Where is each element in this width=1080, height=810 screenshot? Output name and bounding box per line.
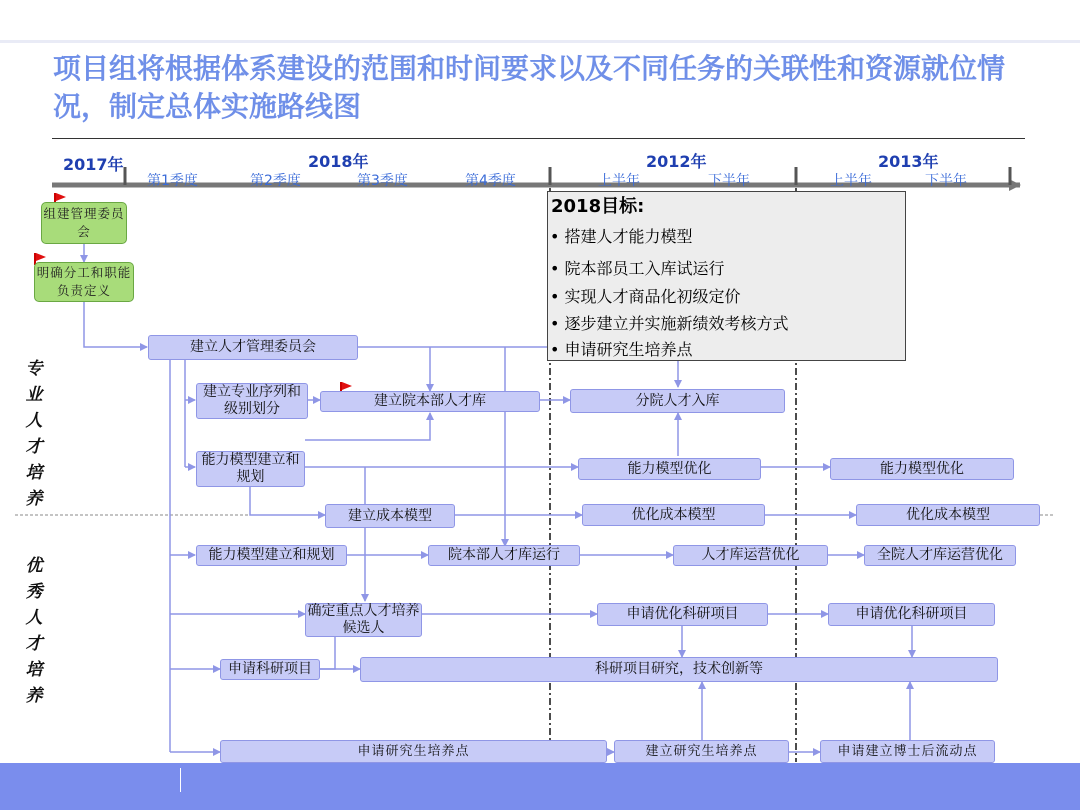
node-apply-project: 申请科研项目 (220, 659, 320, 680)
node-optimize-project-1: 申请优化科研项目 (597, 603, 768, 626)
footer-bar (0, 763, 1080, 810)
node-grad-apply: 申请研究生培养点 (220, 740, 607, 763)
node-branch-pool: 分院人才入库 (570, 389, 785, 413)
quarter-label: 第4季度 (465, 173, 516, 189)
node-cost-optimize-2: 优化成本模型 (856, 504, 1040, 526)
year-label-2017: 2017年 (63, 155, 124, 174)
goal-box-2018 (547, 191, 906, 361)
year-label-2012: 2012年 (646, 152, 707, 171)
node-ability-optimize-2: 能力模型优化 (830, 458, 1014, 480)
quarter-label: 第3季度 (357, 173, 408, 189)
node-postdoc: 申请建立博士后流动点 (820, 740, 995, 763)
node-grad-build: 建立研究生培养点 (614, 740, 789, 763)
node-ability-model-2: 能力模型建立和规划 (196, 545, 347, 566)
node-form-committee: 组建管理委员会 (41, 202, 127, 244)
goal-item: • 逐步建立并实施新绩效考核方式 (550, 314, 789, 333)
goal-item: • 院本部员工入库试运行 (550, 259, 725, 278)
year-label-2013: 2013年 (878, 152, 939, 171)
quarter-label: 第1季度 (147, 173, 198, 189)
node-series-levels: 建立专业序列和级别划分 (196, 383, 308, 419)
node-optimize-project-2: 申请优化科研项目 (828, 603, 995, 626)
goal-item: • 实现人才商品化初级定价 (550, 287, 741, 306)
node-define-roles: 明确分工和职能负责定义 (34, 262, 134, 302)
node-cost-model: 建立成本模型 (325, 504, 455, 528)
node-ability-model: 能力模型建立和规划 (196, 451, 305, 487)
quarter-label: 第2季度 (250, 173, 301, 189)
half-label: 下半年 (925, 173, 967, 189)
footer-divider (180, 768, 181, 792)
node-ability-optimize-1: 能力模型优化 (578, 458, 761, 480)
section-label-professional: 专业人才培养 (25, 359, 43, 509)
node-key-candidates: 确定重点人才培养候选人 (305, 603, 422, 637)
section-label-excellent: 优秀人才培养 (25, 556, 43, 706)
goal-title: 2018目标: (551, 196, 645, 217)
node-hq-pool-run: 院本部人才库运行 (428, 545, 580, 566)
node-all-pool-optimize: 全院人才库运营优化 (864, 545, 1016, 566)
page-title: 项目组将根据体系建设的范围和时间要求以及不同任务的关联性和资源就位情况，制定总体实施路线图 (53, 52, 1006, 123)
node-research-innovation: 科研项目研究，技术创新等 (360, 657, 998, 682)
goal-item: • 搭建人才能力模型 (550, 227, 693, 246)
half-label: 上半年 (830, 173, 872, 189)
goal-item: • 申请研究生培养点 (550, 340, 693, 359)
half-label: 下半年 (708, 173, 750, 189)
half-label: 上半年 (598, 173, 640, 189)
year-label-2018: 2018年 (308, 152, 369, 171)
node-hq-talent-pool: 建立院本部人才库 (320, 391, 540, 412)
node-pool-optimize: 人才库运营优化 (673, 545, 828, 566)
node-talent-committee: 建立人才管理委员会 (148, 335, 358, 360)
node-cost-optimize-1: 优化成本模型 (582, 504, 765, 526)
